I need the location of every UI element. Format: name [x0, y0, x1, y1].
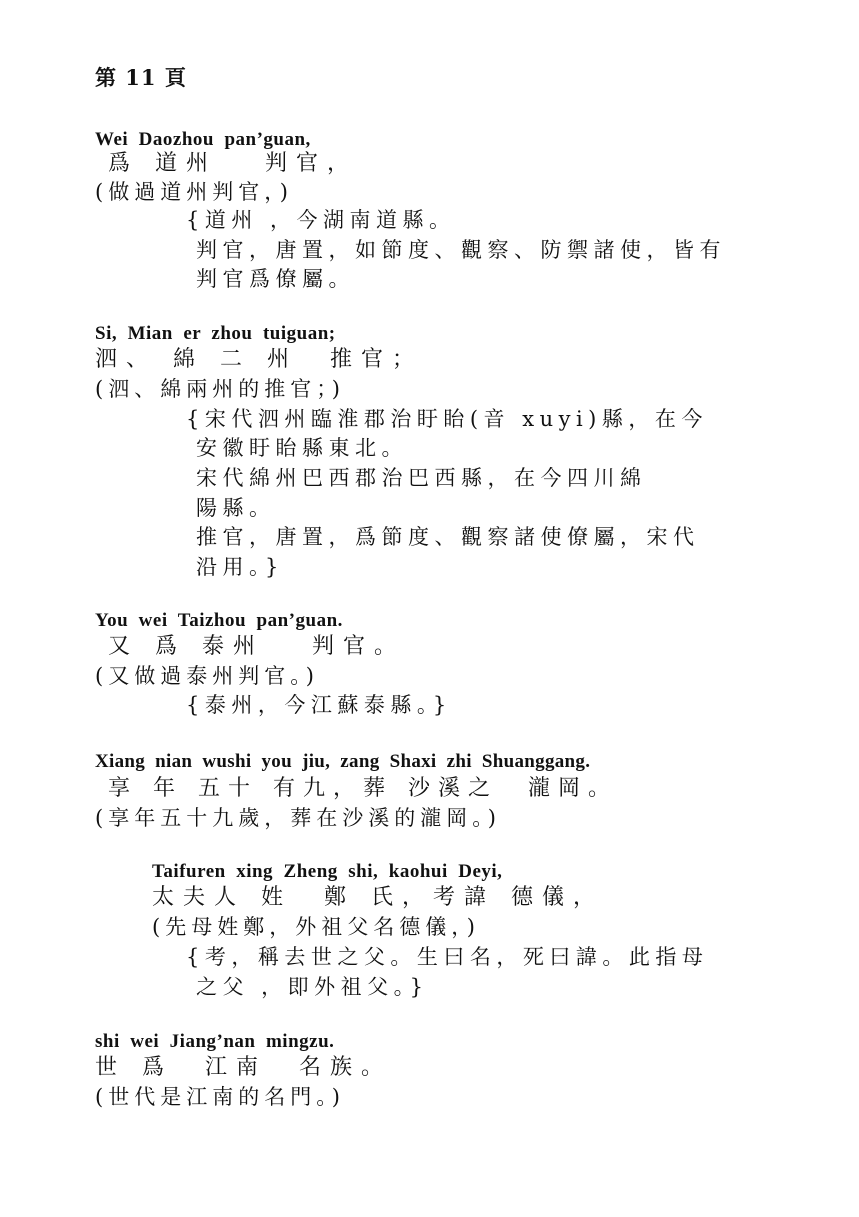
translation-line: (又做過泰州判官。): [95, 664, 319, 688]
note-line: 陽縣。: [196, 496, 276, 520]
note-line: 判官爲僚屬。: [196, 267, 355, 291]
hanzi-line: 太夫人 姓 鄭 氏，考諱 德儀，: [152, 885, 604, 910]
hanzi-line: 又 爲 泰州 判官。: [108, 634, 405, 659]
pinyin-line: You wei Taizhou pan’guan.: [95, 610, 343, 631]
note-line: {考，稱去世之父。生曰名，死曰諱。此指母: [186, 945, 709, 969]
note-line: {道州 ，今湖南道縣。: [186, 208, 456, 232]
note-line: 之父 ，即外祖父。}: [196, 975, 429, 999]
note-line: 判官，唐置，如節度、觀察、防禦諸使，皆有: [196, 238, 726, 262]
translation-line: (泗、綿兩州的推官；): [95, 377, 345, 401]
note-line: 沿用。}: [196, 555, 284, 579]
page-number: 第 11 頁: [95, 65, 187, 90]
pinyin-line: Wei Daozhou pan’guan,: [95, 129, 311, 150]
pinyin-line: Xiang nian wushi you jiu, zang Shaxi zhi Shuanggang.: [95, 751, 591, 772]
pinyin-line: shi wei Jiang’nan mingzu.: [95, 1031, 335, 1052]
translation-line: (做過道州判官，): [95, 180, 293, 204]
pinyin-line: Taifuren xing Zheng shi, kaohui Deyi,: [152, 861, 503, 882]
pinyin-line: Si, Mian er zhou tuiguan;: [95, 323, 336, 344]
note-line: {宋代泗州臨淮郡治盱眙(音 xuyi)縣，在今: [186, 407, 708, 431]
hanzi-line: 爲 道州 判官，: [108, 151, 358, 176]
translation-line: (先母姓鄭，外祖父名德儀，): [152, 915, 480, 939]
note-line: 宋代綿州巴西郡治巴西縣，在今四川綿: [196, 466, 647, 490]
note-line: 推官，唐置，爲節度、觀察諸使僚屬，宋代: [196, 525, 700, 549]
hanzi-line: 泗、 綿 二 州 推官；: [95, 347, 423, 372]
hanzi-line: 享 年 五十 有九，葬 沙溪之 瀧岡。: [108, 776, 618, 801]
translation-line: (享年五十九歲，葬在沙溪的瀧岡。): [95, 806, 501, 830]
note-line: 安徽盱眙縣東北。: [196, 436, 408, 460]
translation-line: (世代是江南的名門。): [95, 1085, 345, 1109]
note-line: {泰州，今江蘇泰縣。}: [186, 693, 452, 717]
hanzi-line: 世 爲 江南 名族。: [95, 1055, 392, 1080]
